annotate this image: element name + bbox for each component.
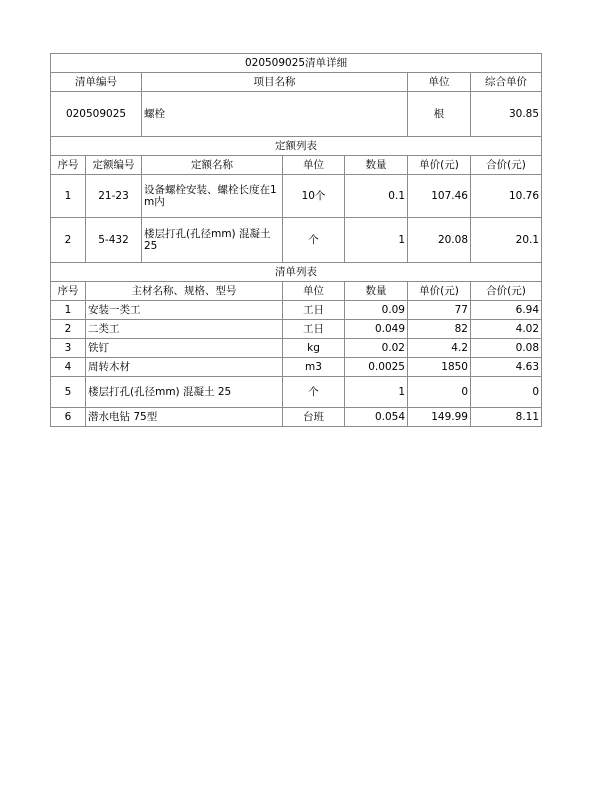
- quota-col-total: 合价(元): [471, 156, 542, 175]
- quota-price: 107.46: [408, 175, 471, 218]
- materials-header-row: [51, 282, 542, 301]
- quota-qty: 0.1: [345, 175, 408, 218]
- mat-qty: 0.09: [345, 301, 408, 320]
- detail-table: [50, 53, 542, 427]
- mat-total: 4.63: [471, 358, 542, 377]
- table-row: [51, 339, 542, 358]
- mat-price: 4.2: [408, 339, 471, 358]
- item-price: 30.85: [471, 92, 542, 137]
- mat-col-name: 主材名称、规格、型号: [86, 282, 283, 301]
- table-row: [51, 218, 542, 263]
- mat-qty: 1: [345, 377, 408, 408]
- mat-col-total: 合价(元): [471, 282, 542, 301]
- mat-qty: 0.054: [345, 408, 408, 427]
- table-row: [51, 301, 542, 320]
- quota-col-code: 定额编号: [86, 156, 142, 175]
- header-price: 综合单价: [471, 73, 542, 92]
- item-code: 020509025: [51, 92, 142, 137]
- mat-col-no: 序号: [51, 282, 86, 301]
- mat-unit: 个: [283, 377, 345, 408]
- quota-total: 20.1: [471, 218, 542, 263]
- quota-total: 10.76: [471, 175, 542, 218]
- mat-qty: 0.02: [345, 339, 408, 358]
- header-name: 项目名称: [142, 73, 408, 92]
- table-row: [51, 175, 542, 218]
- quota-code: 5-432: [86, 218, 142, 263]
- item-name: 螺栓: [142, 92, 408, 137]
- table-row: [51, 377, 542, 408]
- quota-header-row: [51, 156, 542, 175]
- quota-name: 设备螺栓安装、螺栓长度在1m内: [142, 175, 283, 218]
- quota-unit: 10个: [283, 175, 345, 218]
- mat-unit: 工日: [283, 320, 345, 339]
- mat-unit: 台班: [283, 408, 345, 427]
- mat-price: 0: [408, 377, 471, 408]
- mat-no: 3: [51, 339, 86, 358]
- table-row: [51, 358, 542, 377]
- mat-name: 铁钉: [86, 339, 283, 358]
- mat-price: 77: [408, 301, 471, 320]
- mat-col-price: 单价(元): [408, 282, 471, 301]
- quota-no: 1: [51, 175, 86, 218]
- quota-code: 21-23: [86, 175, 142, 218]
- mat-total: 0.08: [471, 339, 542, 358]
- mat-price: 82: [408, 320, 471, 339]
- item-unit: 根: [408, 92, 471, 137]
- mat-price: 149.99: [408, 408, 471, 427]
- quota-price: 20.08: [408, 218, 471, 263]
- mat-total: 4.02: [471, 320, 542, 339]
- quota-col-unit: 单位: [283, 156, 345, 175]
- mat-no: 4: [51, 358, 86, 377]
- mat-unit: 工日: [283, 301, 345, 320]
- mat-col-qty: 数量: [345, 282, 408, 301]
- quota-section-title: 定额列表: [51, 137, 542, 156]
- table-row: [51, 408, 542, 427]
- mat-no: 6: [51, 408, 86, 427]
- quota-name: 楼层打孔(孔径mm) 混凝土 25: [142, 218, 283, 263]
- quota-no: 2: [51, 218, 86, 263]
- quota-col-name: 定额名称: [142, 156, 283, 175]
- mat-no: 2: [51, 320, 86, 339]
- mat-unit: kg: [283, 339, 345, 358]
- quota-col-qty: 数量: [345, 156, 408, 175]
- header-code: 清单编号: [51, 73, 142, 92]
- table-row: [51, 320, 542, 339]
- mat-name: 安装一类工: [86, 301, 283, 320]
- quota-col-price: 单价(元): [408, 156, 471, 175]
- mat-total: 6.94: [471, 301, 542, 320]
- mat-price: 1850: [408, 358, 471, 377]
- mat-total: 8.11: [471, 408, 542, 427]
- mat-qty: 0.049: [345, 320, 408, 339]
- mat-name: 周转木材: [86, 358, 283, 377]
- table-title: 020509025清单详细: [51, 54, 542, 73]
- quota-col-no: 序号: [51, 156, 86, 175]
- mat-qty: 0.0025: [345, 358, 408, 377]
- quota-unit: 个: [283, 218, 345, 263]
- mat-name: 二类工: [86, 320, 283, 339]
- mat-name: 潜水电钻 75型: [86, 408, 283, 427]
- quota-qty: 1: [345, 218, 408, 263]
- mat-no: 5: [51, 377, 86, 408]
- mat-unit: m3: [283, 358, 345, 377]
- mat-no: 1: [51, 301, 86, 320]
- mat-total: 0: [471, 377, 542, 408]
- mat-name: 楼层打孔(孔径mm) 混凝土 25: [86, 377, 283, 408]
- header-unit: 单位: [408, 73, 471, 92]
- mat-col-unit: 单位: [283, 282, 345, 301]
- materials-section-title: 清单列表: [51, 263, 542, 282]
